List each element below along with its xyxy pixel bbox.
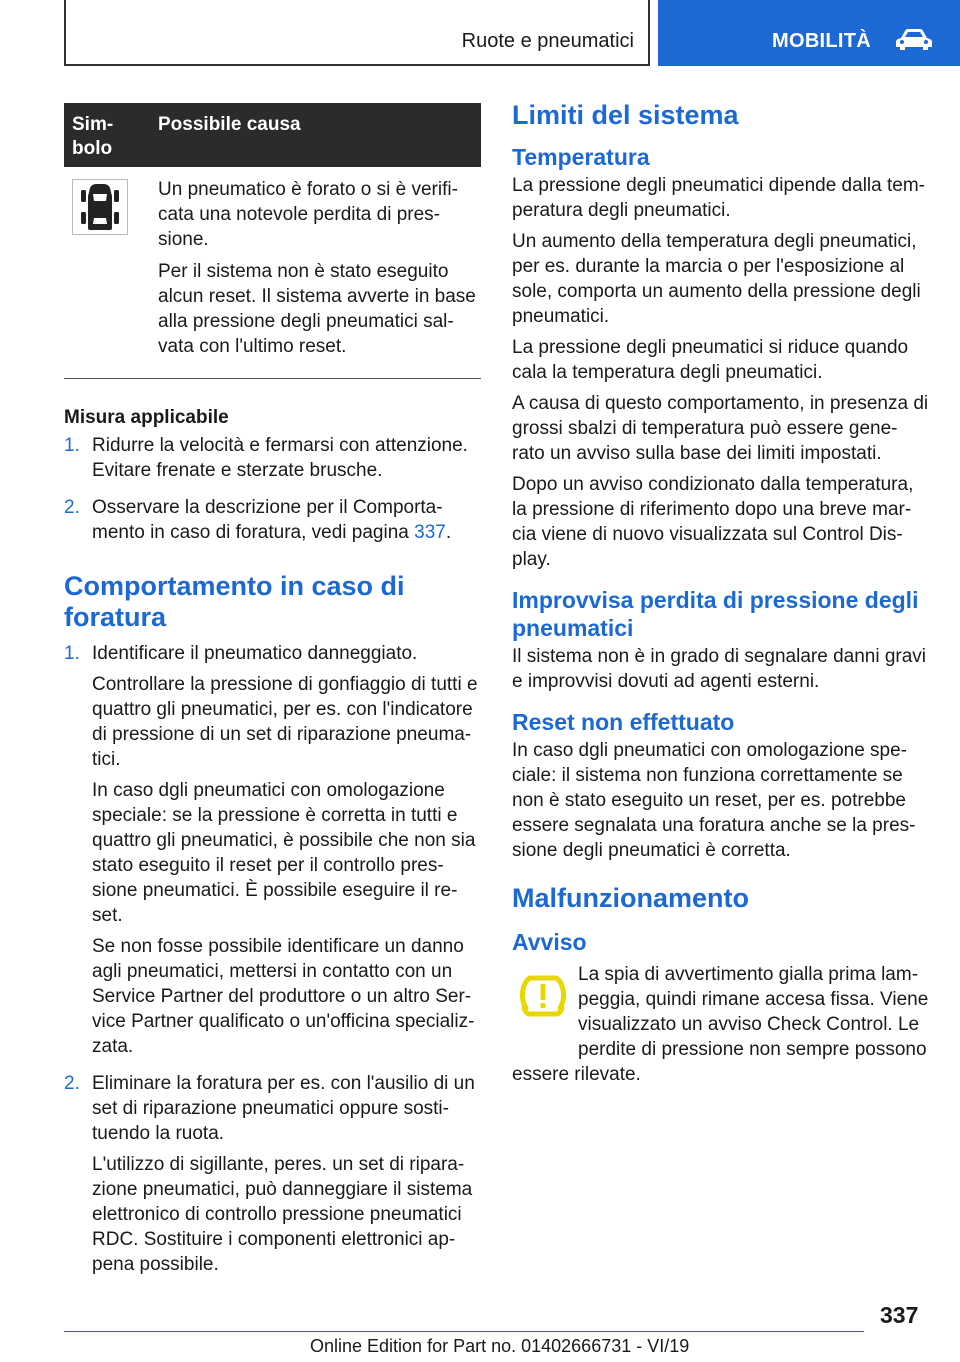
avviso-title: Avviso	[512, 929, 587, 955]
improvvisa-paragraph: Il sistema non è in grado di segnalare danni gravi e improvvisi dovuti ad agenti esterni.	[512, 646, 927, 692]
list-item	[64, 433, 481, 489]
temp-paragraph: A causa di questo comportamento, in presenza di grossi sbalzi di temperatura può essere gene-rato un avviso sulla base dei limiti impostati.	[512, 393, 929, 464]
foratura-title: Comportamento in caso di foratura	[64, 571, 405, 632]
misura-steps	[64, 433, 481, 551]
page-link[interactable]: 337	[414, 522, 446, 543]
step-text: Identificare il pneumatico danneggiato.	[92, 643, 418, 664]
step-text: Controllare la pressione di gonfiaggio di tutti e quattro gli pneumatici, per es. con l'indicatore di pressione di un set di riparazione pneuma-tici.	[92, 674, 478, 770]
cause-text-2: Per il sistema non è stato eseguito alcun reset. Il sistema avverte in base alla pressione degli pneumatici sal-vata con l'ultimo reset.	[158, 261, 476, 357]
step-text: Se non fosse possibile identificare un danno agli pneumatici, mettersi in contatto con un Service Partner del produttore o un altro Ser-vice Partner qualificato o un'officina specializ-zata.	[92, 936, 475, 1057]
step-text-end: .	[445, 522, 452, 543]
section-title: Ruote e pneumatici	[461, 30, 634, 52]
tab-label: MOBILITÀ	[772, 30, 872, 52]
reset-title: Reset non effettuato	[512, 709, 735, 735]
left-column	[64, 103, 481, 1289]
tire-pressure-warning-icon	[516, 968, 570, 1022]
car-icon	[895, 28, 933, 52]
limiti-title: Limiti del sistema	[512, 100, 739, 130]
step-number: 2.	[64, 497, 80, 518]
step-number: 2.	[64, 1073, 80, 1094]
header-section-box	[64, 0, 650, 66]
list-item	[64, 495, 481, 551]
tab-mobilita[interactable]	[658, 0, 960, 66]
avviso-text: La spia di avvertimento gialla prima lam-peggia, quindi rimane accesa fissa. Viene visualizzato un avviso Check Control. Le perdite di pressione non sempre possono essere rilevate.	[512, 964, 929, 1085]
page-header	[64, 0, 960, 66]
footer-edition: Online Edition for Part no. 01402666731 - VI/19	[310, 1336, 690, 1356]
temp-paragraph: La pressione degli pneumatici si riduce quando cala la temperatura degli pneumatici.	[512, 337, 909, 383]
cause-text-1: Un pneumatico è forato o si è verifi-cata una notevole perdita di pres-sione.	[158, 179, 458, 250]
table-header	[64, 103, 481, 167]
avviso-block	[512, 962, 930, 1087]
temperatura-title: Temperatura	[512, 144, 650, 170]
step-text: In caso dgli pneumatici con omologazione speciale: se la pressione è corretta in tutti e quattro gli pneumatici, è possibile che non sia stato eseguito il reset per il controllo pres-sione pneumatici. È possibile eseguire il re-set.	[92, 780, 476, 926]
step-text: L'utilizzo di sigillante, peres. un set di ripara-zione pneumatici, può danneggiare il sistema elettronico di controllo pressione pneumatici RDC. Sostituire i componenti elettronici ap-pena possibile.	[92, 1154, 473, 1275]
list-item	[64, 1071, 481, 1283]
table-row	[64, 167, 481, 379]
temp-paragraph: Un aumento della temperatura degli pneumatici, per es. durante la marcia o per l'esposizione al sole, comporta un aumento della pressione degli pneumatici.	[512, 231, 921, 327]
symbol-box	[72, 179, 128, 235]
footer-divider	[64, 1331, 864, 1332]
avviso-paragraph	[512, 962, 930, 1087]
foratura-steps	[64, 641, 481, 1283]
reset-paragraph: In caso dgli pneumatici con omologazione spe-ciale: il sistema non funziona correttamente se non è stato eseguito un reset, per es. potrebbe essere segnalata una foratura anche se la pres-sione degli pneumatici è corretta.	[512, 740, 916, 861]
tire-pressure-car-icon	[78, 182, 122, 232]
improvvisa-title: Improvvisa perdita di pressione degli pneumatici	[512, 587, 919, 641]
step-number: 1.	[64, 435, 80, 456]
malfunzionamento-title: Malfunzionamento	[512, 883, 749, 913]
symbol-table	[64, 103, 481, 379]
step-number: 1.	[64, 643, 80, 664]
table-header-cause: Possibile causa	[158, 114, 301, 135]
temp-paragraph: Dopo un avviso condizionato dalla temperatura, la pressione di riferimento dopo una breve mar-cia viene di nuovo visualizzata sul Control Dis-play.	[512, 474, 914, 570]
step-text: Eliminare la foratura per es. con l'ausilio di un set di riparazione pneumatici oppure sosti-tuendo la ruota.	[92, 1073, 475, 1144]
misura-title: Misura applicabile	[64, 407, 229, 428]
list-item	[64, 641, 481, 1065]
page-number: 337	[880, 1302, 919, 1328]
temp-paragraph: La pressione degli pneumatici dipende dalla tem-peratura degli pneumatici.	[512, 175, 925, 221]
step-text: Osservare la descrizione per il Comporta-mento in caso di foratura, vedi pagina	[92, 497, 443, 543]
step-text: Ridurre la velocità e fermarsi con attenzione. Evitare frenate e sterzate brusche.	[92, 435, 468, 481]
table-header-symbol: Sim- bolo	[72, 114, 114, 159]
right-column	[512, 100, 930, 1093]
